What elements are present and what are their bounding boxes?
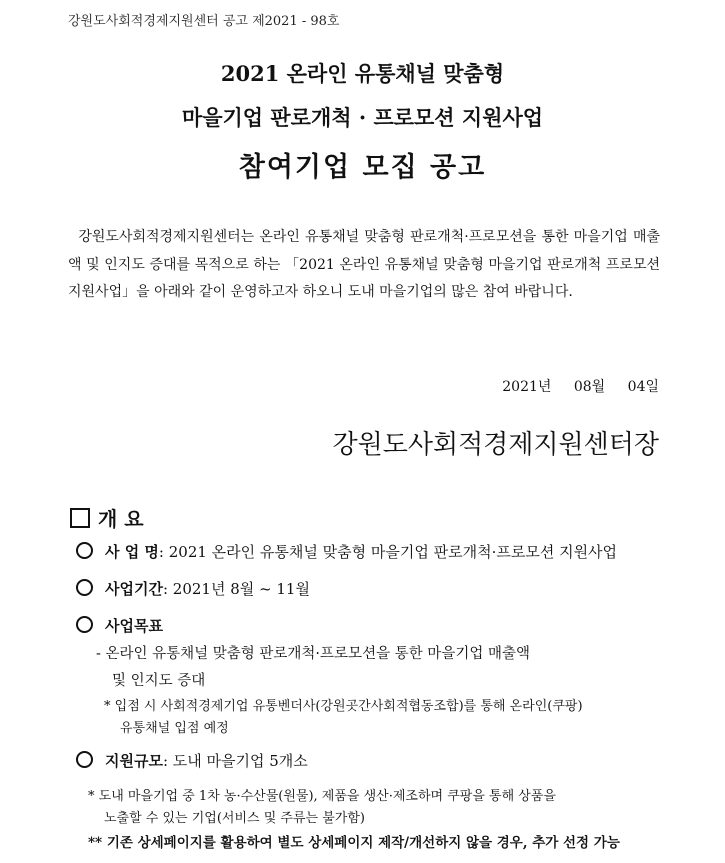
note-additional-selection: ** 기존 상세페이지를 활용하여 별도 상세페이지 제작/개선하지 않을 경우, 추가 선정 가능 (88, 835, 620, 851)
title-line-2: 마을기업 판로개척 · 프로모션 지원사업 (181, 105, 544, 130)
intro-text: 강원도사회적경제지원센터는 온라인 유통채널 맞춤형 판로개척·프로모션을 통한 마을기업 매출액 및 인지도 증대를 목적으로 하는 「2021 온라인 유통채널 맞춤형 마을기업 판로개척 프로모션 지원사업」을 아래와 같이 운영하고자 하오니 도내 마을기업의 많은 참여 바랍니다. (68, 229, 660, 300)
item-project-period (76, 578, 310, 599)
section-title: 개 요 (98, 507, 144, 531)
goal-line-1: - 온라인 유통채널 맞춤형 판로개척·프로모션을 통한 마을기업 매출액 (96, 646, 530, 662)
intro-paragraph (68, 224, 660, 307)
item-value: : 2021년 8월 ~ 11월 (162, 580, 310, 598)
item-label: 사업기간 (105, 580, 163, 598)
title-line-3: 참여기업 모집 공고 (238, 152, 487, 183)
goal-line-2: 및 인지도 증대 (112, 673, 206, 689)
title-line-1: 2021 온라인 유통채널 맞춤형 (220, 61, 505, 86)
item-project-goal (76, 615, 163, 636)
note1-line-1: * 입점 시 사회적경제기업 유통벤더사(강원곳간사회적협동조합)를 통해 온라인(쿠팡) (104, 699, 583, 714)
signer: 강원도사회적경제지원센터장 (332, 430, 659, 460)
circle-bullet-icon (76, 616, 93, 633)
note-vendor (104, 696, 660, 740)
section-overview (70, 503, 144, 532)
checkbox-icon (70, 508, 90, 528)
item-value: : 2021 온라인 유통채널 맞춤형 마을기업 판로개척·프로모션 지원사업 (158, 543, 618, 561)
item-project-name (76, 541, 617, 562)
announcement-date: 2021년 08월 04일 (502, 379, 659, 395)
goal-description (96, 641, 658, 695)
circle-bullet-icon (76, 751, 93, 768)
item-label: 지원규모 (105, 752, 163, 770)
circle-bullet-icon (76, 542, 93, 559)
note1-line-2: 유통채널 입점 예정 (120, 721, 229, 736)
note2-line-2: 노출할 수 있는 기업(서비스 및 주류는 불가함) (104, 811, 365, 826)
item-support-scale (76, 750, 308, 771)
circle-bullet-icon (76, 579, 93, 596)
note-eligibility (88, 786, 660, 830)
item-value: : 도내 마을기업 5개소 (162, 752, 308, 770)
notice-number: 강원도사회적경제지원센터 공고 제2021 - 98호 (68, 14, 340, 29)
item-label: 사 업 명 (105, 543, 159, 561)
note2-line-1: * 도내 마을기업 중 1차 농·수산물(원물), 제품을 생산·제조하며 쿠팡을 통해 상품을 (88, 789, 556, 804)
item-label: 사업목표 (105, 617, 163, 635)
